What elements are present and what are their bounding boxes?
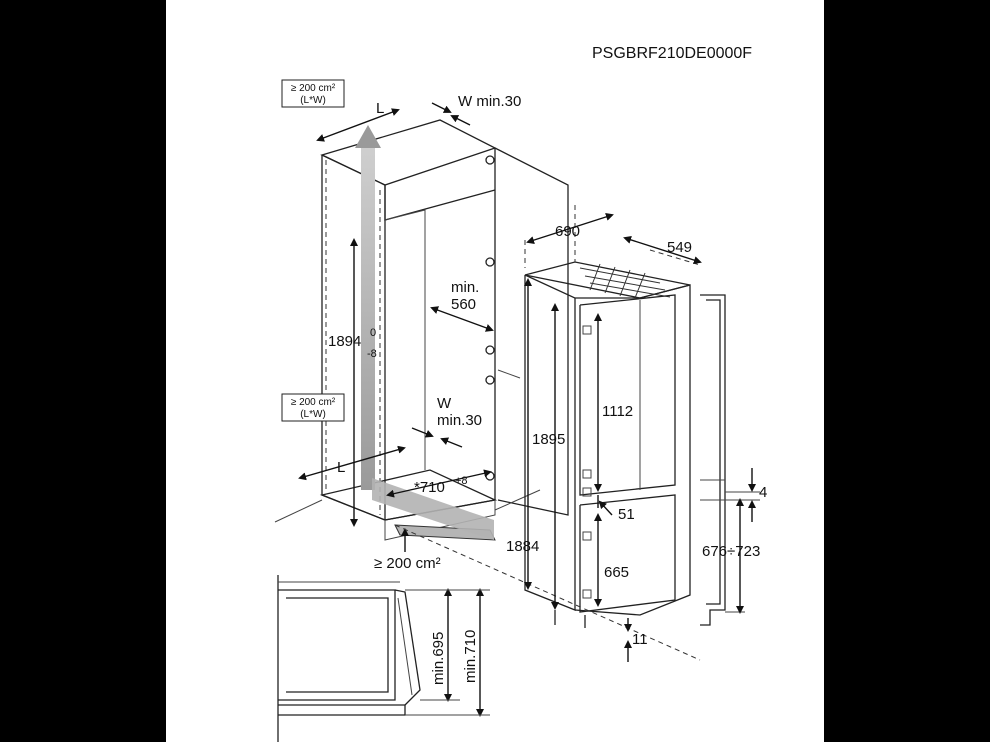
label-h-4: 4 xyxy=(759,484,768,501)
label-min560-b: 560 xyxy=(451,296,477,313)
label-niche-tol-top: 0 xyxy=(370,327,377,339)
label-niche-height: 1894 xyxy=(328,333,362,350)
svg-text:≥ 200 cm²: ≥ 200 cm² xyxy=(290,83,336,94)
label-L-top: L xyxy=(376,100,385,117)
svg-text:(L*W): (L*W) xyxy=(300,95,326,106)
label-h-1884: 1884 xyxy=(506,538,540,555)
door-profile xyxy=(700,295,760,625)
label-range-676-723: 676÷723 xyxy=(702,543,761,560)
label-min-710: min.710 xyxy=(462,629,479,683)
vent-box-top xyxy=(282,80,344,107)
svg-text:(L*W): (L*W) xyxy=(300,409,326,420)
svg-text:≥ 200 cm²: ≥ 200 cm² xyxy=(290,397,336,408)
label-L-bottom: L xyxy=(337,459,346,476)
vent-floor-label: ≥ 200 cm² xyxy=(374,555,441,572)
label-W-mid: W xyxy=(437,395,452,412)
label-niche-tol-bottom: -8 xyxy=(367,348,377,360)
model-code: PSGBRF210DE0000F xyxy=(592,45,753,62)
label-h-1895: 1895 xyxy=(532,431,566,448)
label-depth-710-tol: +8 xyxy=(455,475,468,487)
label-depth-549: 549 xyxy=(667,239,693,256)
label-h-11: 11 xyxy=(632,631,648,648)
label-W-top: W min.30 xyxy=(458,93,522,110)
label-h-51: 51 xyxy=(618,506,635,523)
label-W-mid-min: min.30 xyxy=(437,412,483,429)
label-width-690: 690 xyxy=(555,223,581,240)
label-min-695: min.695 xyxy=(430,631,447,685)
label-h-1112: 1112 xyxy=(602,403,634,420)
label-h-665: 665 xyxy=(604,564,630,581)
vent-box-bottom xyxy=(282,394,344,421)
section-detail xyxy=(278,575,420,742)
label-min560-a: min. xyxy=(451,279,480,296)
label-depth-710: *710 xyxy=(414,479,445,496)
niche-cabinet xyxy=(275,120,568,540)
